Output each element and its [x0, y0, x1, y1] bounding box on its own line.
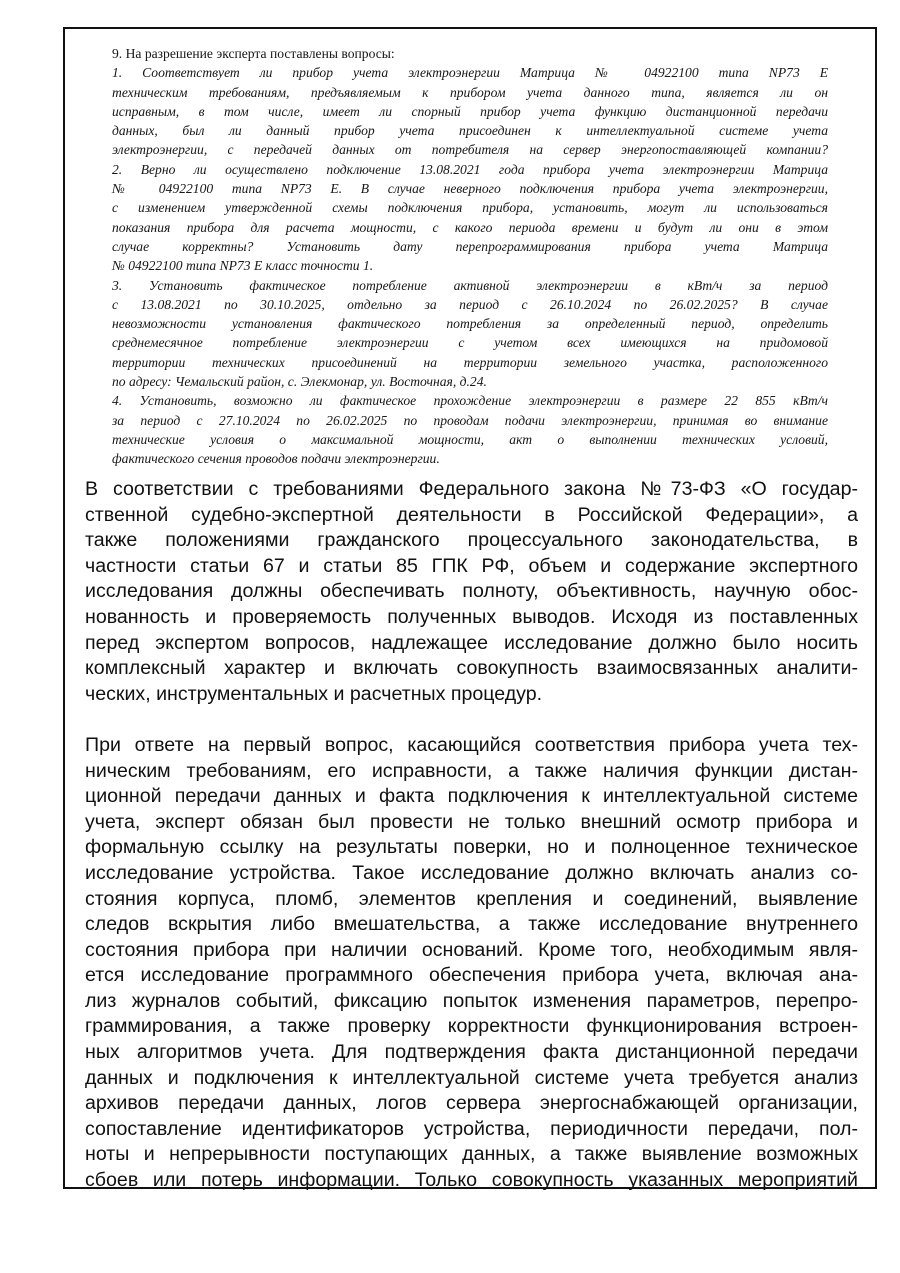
- text-line: ционной передачи данных и факта подключения к интеллектуальной системе: [85, 785, 858, 808]
- question-line: исправным, в том числе, имеет ли спорный прибор учета функцию дистанционной передачи: [112, 103, 828, 119]
- text-line: учета, эксперт обязан был провести не только внешний осмотр прибора и: [85, 810, 858, 833]
- question-line: 1. Соответствует ли прибор учета электроэнергии Матрица № 04922100 типа NP73 Е: [112, 65, 828, 81]
- paragraph-2: [85, 733, 858, 1194]
- text-line: ется исследование программного обеспечения прибора учета, включая ана-: [85, 964, 858, 987]
- text-line: комплексный характер и включать совокупность взаимосвязанных аналити-: [85, 657, 858, 680]
- question-line: показания прибора для расчета мощности, с какого периода времени и будут ли они в этом: [112, 219, 828, 235]
- text-line: ственной судебно-экспертной деятельности в Российской Федерации», а: [85, 503, 858, 526]
- text-line: сбоев или потерь информации. Только совокупность указанных мероприятий: [85, 1169, 858, 1192]
- question-line: за период с 27.10.2024 по 26.02.2025 по проводам подачи электроэнергии, принимая во внимание: [112, 412, 828, 428]
- question-line: 2. Верно ли осуществлено подключение 13.08.2021 года прибора учета электроэнергии Матрица: [112, 161, 828, 177]
- text-line: частности статьи 67 и статьи 85 ГПК РФ, объем и содержание экспертного: [85, 554, 858, 577]
- paragraph-gap: [85, 707, 858, 733]
- questions-heading: 9. На разрешение эксперта поставлены вопросы:: [112, 46, 395, 61]
- text-line: лиз журналов событий, фиксацию попыток изменения параметров, перепро-: [85, 989, 858, 1012]
- text-line: стояния корпуса, пломб, элементов крепления и соединений, выявление: [85, 887, 858, 910]
- text-line: ническим требованиям, его исправности, а также наличия функции дистан-: [85, 759, 858, 782]
- text-line: В соответствии с требованиями Федерального закона №73-ФЗ «О государ-: [85, 478, 858, 500]
- text-line: исследования должны обеспечивать полноту, объективность, научную обос-: [85, 580, 858, 603]
- question-line: фактического сечения проводов подачи электроэнергии.: [112, 451, 440, 467]
- question-line: по адресу: Чемальский район, с. Элекмонар, ул. Восточная, д.24.: [112, 374, 487, 390]
- text-line: ных алгоритмов учета. Для подтверждения факта дистанционной передачи: [85, 1041, 858, 1064]
- question-line: 4. Установить, возможно ли фактическое прохождение электроэнергии в размере 22 855 кВт/ч: [112, 393, 828, 409]
- text-line: граммирования, а также проверку корректности функционирования встроен-: [85, 1015, 858, 1038]
- question-line: 3. Установить фактическое потребление активной электроэнергии в кВт/ч за период: [112, 277, 828, 293]
- text-line: следов вскрытия либо вмешательства, а также исследование внутреннего: [85, 913, 858, 936]
- question-line: техническим требованиям, предъявляемым к прибором учета данного типа, является ли он: [112, 84, 828, 100]
- text-line: состояния прибора при наличии оснований. Кроме того, необходимым явля-: [85, 938, 858, 961]
- question-line: с 13.08.2021 по 30.10.2025, отдельно за период с 26.10.2024 по 26.02.2025? В случае: [112, 296, 828, 312]
- question-line: № 04922100 типа NP73 Е класс точности 1.: [112, 258, 374, 274]
- question-line: невозможности установления фактического потребления за определенный период, определить: [112, 316, 828, 332]
- question-line: территории технических присоединений на территории земельного участка, расположенного: [112, 354, 828, 370]
- text-line: также положениями гражданского процессуального законодательства, в: [85, 529, 858, 552]
- question-line: данных, был ли данный прибор учета присоединен к интеллектуальной системе учета: [112, 123, 828, 139]
- question-line: электроэнергии, с передачей данных от потребителя на сервер энергопоставляющей компании?: [112, 142, 828, 158]
- text-line: перед экспертом вопросов, надлежащее исследование должно было носить: [85, 631, 858, 654]
- text-line: сопоставление идентификаторов устройства, периодичности передачи, пол-: [85, 1117, 858, 1140]
- text-line: формальную ссылку на результаты поверки, но и полноценное техническое: [85, 836, 858, 859]
- scanned-questions-excerpt: [112, 44, 828, 469]
- question-line: технические условия о максимальной мощности, акт о выполнении технических условий,: [112, 431, 828, 447]
- question-line: случае корректны? Установить дату перепрограммирования прибора учета Матрица: [112, 238, 828, 254]
- text-line: нованность и проверяемость полученных выводов. Исходя из поставленных: [85, 605, 858, 628]
- paragraph-1: [85, 477, 858, 707]
- question-line: среднемесячное потребление электроэнергии с учетом всех имеющихся на придомовой: [112, 335, 828, 351]
- text-line: исследование устройства. Такое исследование должно включать анализ со-: [85, 861, 858, 884]
- question-line: № 04922100 типа NP73 Е. В случае неверного подключения прибора учета электроэнергии,: [112, 181, 828, 197]
- text-line: данных и подключения к интеллектуальной системе учета требуется анализ: [85, 1066, 858, 1089]
- text-line: ческих, инструментальных и расчетных процедур.: [85, 682, 543, 705]
- text-line: ноты и непрерывности поступающих данных, а также выявление возможных: [85, 1143, 858, 1166]
- question-line: с изменением утвержденной схемы подключения прибора, установить, могут ли использоваться: [112, 200, 828, 216]
- document-body: [85, 477, 858, 1194]
- text-line: архивов передачи данных, логов сервера энергоснабжающей организации,: [85, 1092, 858, 1115]
- text-line: При ответе на первый вопрос, касающийся соответствия прибора учета тех-: [85, 733, 858, 756]
